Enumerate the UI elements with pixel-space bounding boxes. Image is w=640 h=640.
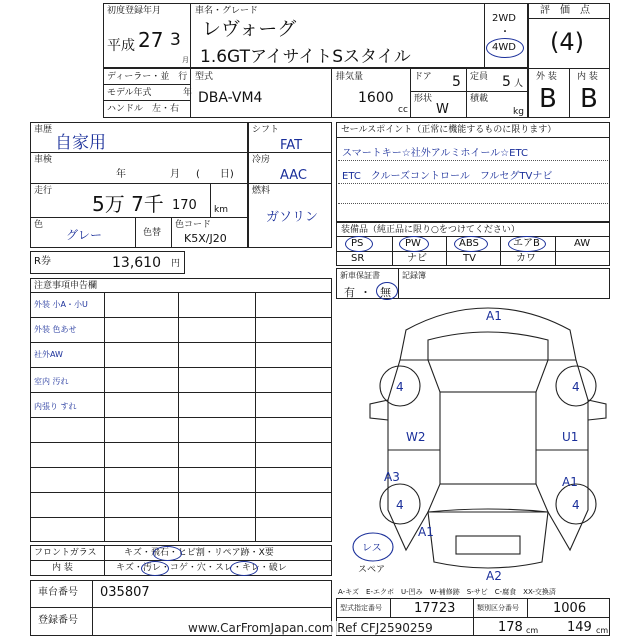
- front-glass-label: フロントガラス: [34, 548, 97, 558]
- grade: 1.6GTアイサイトSスタイル: [200, 47, 411, 67]
- sp-line1: [338, 160, 608, 161]
- sp-line3: [338, 203, 608, 204]
- shape-value: W: [436, 102, 449, 117]
- type-value: DBA-VM4: [198, 90, 263, 106]
- circle-ps: [345, 236, 373, 252]
- eq-div2: [446, 236, 447, 266]
- chassis-value: 035807: [100, 585, 150, 600]
- mileage-label: 走行: [34, 186, 53, 196]
- wr-div: [398, 268, 399, 299]
- gl-div: [104, 545, 105, 576]
- ac-value: AAC: [280, 168, 307, 183]
- notes-row-line: [30, 342, 332, 343]
- displacement-value: 1600: [358, 90, 394, 106]
- fuel-label: 燃料: [252, 186, 271, 196]
- handle-label: ハンドル 左・右: [107, 104, 180, 114]
- displacement-label: 排気量: [336, 72, 364, 82]
- mileage-value: 5万 7千: [92, 192, 164, 216]
- sp-line0: [336, 137, 610, 138]
- equipment-label: 装備品（純正品に限り○をつけてください）: [341, 225, 520, 235]
- era-text: 平成: [107, 38, 135, 54]
- mark-a2: A2: [486, 569, 502, 583]
- circle-stone-chip: [153, 546, 182, 561]
- det-line2: [30, 183, 248, 184]
- sales-line1: スマートキー☆社外アルミホイール☆ETC: [342, 148, 528, 159]
- dealer-label: ディーラー・並 行: [107, 72, 188, 82]
- form-number-label: 型式指定番号: [340, 604, 382, 612]
- note-item-5: 内張り すれ: [34, 402, 77, 411]
- recycle-value: 13,610: [112, 255, 161, 271]
- interior-label: 内 装: [577, 72, 598, 82]
- sales-line2: ETC クルーズコントロール フルセグTVナビ: [342, 171, 553, 182]
- drive-4wd-circle: [486, 38, 524, 58]
- circle-dirt: [141, 561, 169, 576]
- mark-w2: W2: [406, 430, 426, 444]
- mark-u1: U1: [562, 430, 579, 444]
- dimension-unit-2: cm: [596, 626, 609, 635]
- equip-abs: ABS: [459, 238, 479, 249]
- mark-4-fl: 4: [396, 380, 404, 394]
- exterior-grade: B: [539, 84, 557, 114]
- load-label: 積載: [470, 94, 489, 104]
- mark-a1-rr: A1: [562, 475, 578, 489]
- inspection-day: ( 日): [196, 169, 234, 180]
- ft-line: [30, 607, 332, 608]
- dimension-value-1: 178: [498, 620, 523, 635]
- equip-pw: PW: [405, 238, 421, 249]
- inspection-year: 年: [116, 169, 126, 180]
- model-year-label: モデル年式: [107, 88, 152, 98]
- sales-points-label: セールスポイント（正常に機能するものに限ります）: [341, 125, 557, 135]
- spare-tire-value: レス: [362, 543, 382, 554]
- warranty-yes: 有: [344, 286, 355, 299]
- sh-line2: [248, 183, 332, 184]
- eq-div1: [392, 236, 393, 266]
- specs-line2: [103, 100, 191, 101]
- color-change-label: 色替: [143, 228, 162, 238]
- equip-sr: SR: [351, 253, 365, 264]
- records-label: 記録簿: [402, 271, 426, 280]
- det-km-div: [210, 183, 211, 217]
- note-item-2: 外装 色あせ: [34, 325, 77, 334]
- eq-div3: [500, 236, 501, 266]
- det-color-div2: [171, 217, 172, 248]
- notes-row-line: [30, 517, 332, 518]
- exterior-label: 外 装: [536, 72, 557, 82]
- usage-value: 自家用: [55, 133, 106, 153]
- equip-ps: PS: [351, 238, 364, 249]
- notes-line0: [30, 292, 332, 293]
- notes-row-line: [30, 392, 332, 393]
- yen-unit: 円: [171, 259, 181, 269]
- color-label: 色: [34, 220, 44, 230]
- color-code-value: K5X/J20: [184, 232, 227, 245]
- circle-scuff: [230, 561, 258, 576]
- sn-div3: [527, 598, 528, 617]
- sh-line1: [248, 152, 332, 153]
- mark-a1-front: A1: [486, 309, 502, 323]
- specs-div4: [466, 68, 467, 118]
- fuel-value: ガソリン: [266, 210, 319, 225]
- score-label: 評 価 点: [540, 5, 590, 16]
- shift-value: FAT: [280, 138, 303, 153]
- ft-div: [92, 580, 93, 636]
- year-unit: 年: [183, 88, 193, 98]
- notes-row-line: [30, 417, 332, 418]
- equip-aw: AW: [574, 238, 591, 249]
- recycle-section: [30, 251, 185, 274]
- drive-dot: ・: [500, 27, 510, 38]
- dimension-unit-1: cm: [526, 626, 539, 635]
- notes-row-line: [30, 467, 332, 468]
- header-divider: [190, 3, 191, 68]
- sn-div2: [473, 598, 474, 636]
- chassis-label: 車台番号: [38, 587, 78, 598]
- mark-4-rr: 4: [572, 498, 580, 512]
- spare-label: スペア: [358, 565, 386, 575]
- score-line: [528, 18, 610, 19]
- det-line3: [30, 217, 248, 218]
- watermark: www.CarFromJapan.com Ref CFJ2590259: [188, 621, 433, 635]
- mark-a3: A3: [384, 470, 400, 484]
- type-label: 型式: [195, 72, 214, 82]
- warranty-no: 無: [380, 286, 391, 299]
- gl-line: [30, 560, 332, 561]
- reg-number-label: 登録番号: [38, 615, 78, 626]
- eq-div4: [555, 236, 556, 266]
- new-car-warranty-label: 新車保証書: [340, 271, 380, 280]
- notes-row-line: [30, 317, 332, 318]
- reg-year: 27: [138, 28, 164, 52]
- circle-abs: [454, 236, 488, 252]
- notes-row-line: [30, 442, 332, 443]
- car-damage-diagram: [336, 300, 610, 585]
- specs-div2: [331, 68, 332, 118]
- color-code-label: 色コード: [175, 220, 212, 230]
- month-unit: 月: [182, 56, 189, 64]
- score-value: (4): [550, 28, 584, 56]
- drive-2wd: 2WD: [492, 13, 516, 24]
- specs-line1: [103, 84, 191, 85]
- damage-legend: A-キズ E-エクボ U-凹み W-補修跡 S-サビ C-腐食 XX-交換済: [338, 588, 556, 596]
- score-divider: [569, 68, 570, 118]
- circle-airbag: [508, 236, 546, 252]
- kg-unit: kg: [513, 107, 524, 117]
- drive-divider: [484, 3, 485, 68]
- interior-cond-label: 内 装: [52, 563, 73, 573]
- capacity-value: 5: [502, 74, 511, 90]
- capacity-label: 定員: [470, 72, 489, 82]
- cc-unit: cc: [398, 105, 408, 115]
- usage-label: 車歴: [34, 125, 53, 135]
- specs-line3: [410, 91, 528, 92]
- km-unit: km: [214, 205, 228, 215]
- det-line1: [30, 152, 248, 153]
- front-glass-options: キズ・飛石・ヒビ割・リペア跡・X要: [124, 548, 274, 558]
- car-name: レヴォーグ: [202, 18, 297, 40]
- circle-warranty-no: [376, 282, 398, 300]
- circle-pw: [399, 236, 429, 252]
- notes-row-line: [30, 492, 332, 493]
- specs-div1: [190, 68, 191, 118]
- first-reg-label: 初度登録年月: [107, 6, 162, 16]
- shift-label: シフト: [252, 125, 280, 135]
- warranty-sep: ・: [360, 286, 371, 299]
- shape-label: 形状: [414, 94, 433, 104]
- equip-leather: カワ: [516, 253, 536, 264]
- mark-4-rl: 4: [396, 498, 404, 512]
- interior-cond-options: キズ・汚レ・コゲ・穴・スレ・キレ・破レ: [116, 563, 287, 573]
- mileage-extra: 170: [172, 198, 197, 213]
- dimension-value-2: 149: [567, 620, 592, 635]
- det-color-div1: [135, 217, 136, 248]
- interior-grade: B: [580, 84, 598, 114]
- specs-div3: [410, 68, 411, 118]
- equip-airbag: エアB: [513, 238, 540, 249]
- category-number-label: 類別区分番号: [477, 604, 519, 612]
- inspection-label: 車検: [34, 155, 53, 165]
- recycle-label: R券: [34, 256, 51, 267]
- equip-navi: ナビ: [407, 253, 427, 264]
- sp-line2: [338, 183, 608, 184]
- capacity-unit: 人: [514, 79, 524, 89]
- form-number-value: 17723: [414, 601, 456, 616]
- note-item-3: 社外AW: [34, 350, 63, 359]
- ac-label: 冷房: [252, 155, 271, 165]
- mark-4-fr: 4: [572, 380, 580, 394]
- notes-label: 注意事項申告欄: [34, 281, 98, 291]
- equip-tv: TV: [463, 253, 476, 264]
- inspection-month: 月: [170, 169, 180, 180]
- category-number-value: 1006: [553, 601, 587, 616]
- reg-month: 3: [170, 30, 181, 50]
- drive-4wd: 4WD: [492, 42, 516, 53]
- notes-row-line: [30, 367, 332, 368]
- car-name-label: 車名・グレード: [195, 6, 259, 16]
- note-item-1: 外装 小A・小U: [34, 300, 88, 309]
- door-value: 5: [452, 74, 461, 90]
- door-label: ドア: [414, 72, 432, 82]
- mark-a1-rear: A1: [418, 525, 434, 539]
- sn-div1: [390, 598, 391, 617]
- color-value: グレー: [66, 228, 103, 242]
- note-item-4: 室内 汚れ: [34, 377, 69, 386]
